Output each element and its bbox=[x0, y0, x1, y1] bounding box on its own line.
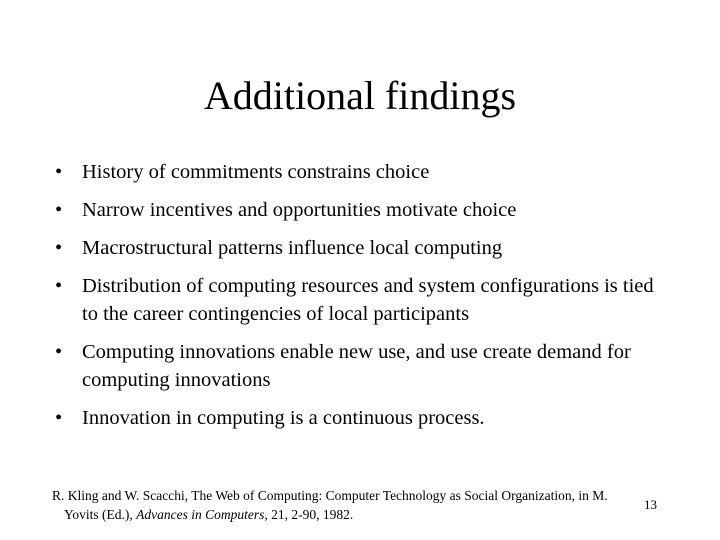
citation-line-1 bbox=[52, 486, 642, 505]
slide-title: Additional findings bbox=[203, 73, 517, 118]
bullet-text: History of commitments constrains choice bbox=[82, 161, 430, 183]
bullet-list bbox=[55, 158, 655, 442]
bullet-item bbox=[55, 404, 655, 432]
bullet-item bbox=[55, 158, 655, 186]
bullet-item bbox=[55, 338, 655, 394]
bullet-item bbox=[55, 196, 655, 224]
bullet-text: Distribution of computing resources and system configurations is tied to the career contingencies of local participants bbox=[82, 275, 654, 325]
citation-text: R. Kling and W. Scacchi, The Web of Computing: Computer Technology as Social Organization, in M. bbox=[52, 488, 608, 503]
bullet-marker: • bbox=[55, 161, 63, 183]
bullet-marker: • bbox=[55, 275, 63, 297]
citation-series-title: Advances in Computers bbox=[136, 507, 265, 522]
bullet-item bbox=[55, 234, 655, 262]
citation-editor: Yovits (Ed.), bbox=[64, 507, 137, 522]
bullet-marker: • bbox=[55, 237, 63, 259]
bullet-marker: • bbox=[55, 199, 63, 221]
page-number: 13 bbox=[644, 497, 657, 512]
citation-details: , 21, 2-90, 1982. bbox=[264, 507, 354, 522]
bullet-text: Macrostructural patterns influence local computing bbox=[82, 237, 503, 259]
bullet-marker: • bbox=[55, 341, 63, 363]
bullet-item bbox=[55, 272, 655, 328]
bullet-text: Narrow incentives and opportunities motivate choice bbox=[82, 199, 517, 221]
bullet-text: Computing innovations enable new use, and use create demand for computing innovations bbox=[82, 341, 631, 391]
citation bbox=[52, 486, 642, 524]
citation-line-2 bbox=[52, 505, 642, 524]
bullet-text: Innovation in computing is a continuous process. bbox=[82, 407, 485, 429]
bullet-marker: • bbox=[55, 407, 63, 429]
